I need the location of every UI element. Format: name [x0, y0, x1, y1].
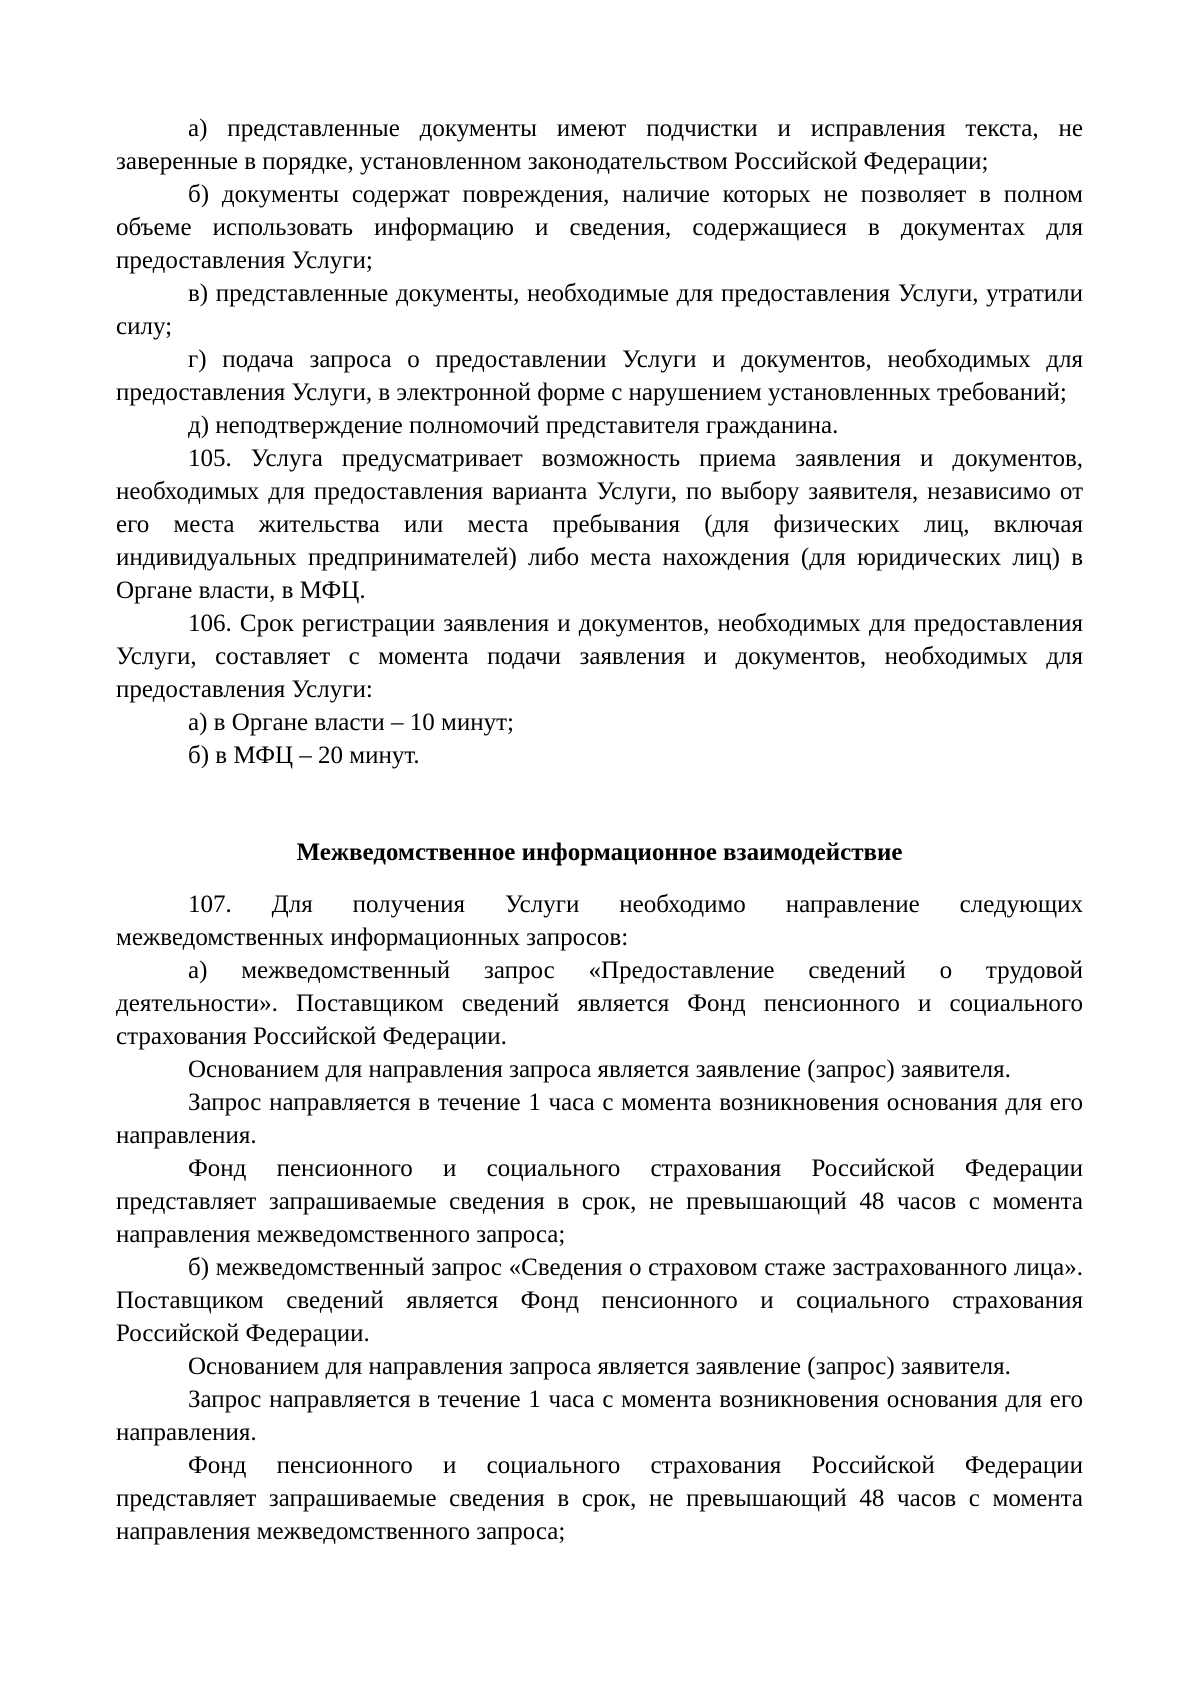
clause-g-electronic: г) подача запроса о предоставлении Услуги и документов, необходимых для предоставления Услуги, в электронной форме с нарушением установленных требований;	[116, 346, 1083, 406]
request-b-insurance: б) межведомственный запрос «Сведения о страховом стаже застрахованного лица». Поставщиком сведений является Фонд пенсионного и социального страхования Российской Федерации.	[116, 1254, 1083, 1347]
request-a-basis: Основанием для направления запроса является заявление (запрос) заявителя.	[188, 1056, 1011, 1083]
request-a-timing: Запрос направляется в течение 1 часа с момента возникновения основания для его направления.	[116, 1089, 1083, 1149]
registration-term-authority: а) в Органе власти – 10 минут;	[188, 709, 515, 736]
clause-v-expired: в) представленные документы, необходимые для предоставления Услуги, утратили силу;	[116, 280, 1083, 340]
request-b-response: Фонд пенсионного и социального страхования Российской Федерации представляет запрашиваемые сведения в срок, не превышающий 48 часов с момента направления межведомственного запроса;	[116, 1452, 1083, 1545]
clause-b-damage: б) документы содержат повреждения, наличие которых не позволяет в полном объеме использовать информацию и сведения, содержащиеся в документах для предоставления Услуги;	[116, 181, 1083, 274]
paragraph-107: 107. Для получения Услуги необходимо направление следующих межведомственных информационных запросов:	[116, 891, 1083, 951]
clause-d-authority: д) неподтверждение полномочий представителя гражданина.	[188, 412, 839, 439]
clause-a-corrections: а) представленные документы имеют подчистки и исправления текста, не заверенные в порядке, установленном законодательством Российской Федерации;	[116, 115, 1083, 175]
request-a-response: Фонд пенсионного и социального страхования Российской Федерации представляет запрашиваемые сведения в срок, не превышающий 48 часов с момента направления межведомственного запроса;	[116, 1155, 1083, 1248]
document-page	[116, 112, 1083, 1548]
paragraph-106: 106. Срок регистрации заявления и документов, необходимых для предоставления Услуги, составляет с момента подачи заявления и документов, необходимых для предоставления Услуги:	[116, 610, 1083, 703]
request-b-timing: Запрос направляется в течение 1 часа с момента возникновения основания для его направления.	[116, 1386, 1083, 1446]
paragraph-105: 105. Услуга предусматривает возможность приема заявления и документов, необходимых для предоставления варианта Услуги, по выбору заявителя, независимо от его места жительства или места пребывания (для физических лиц, включая индивидуальных предпринимателей) либо места нахождения (для юридических лиц) в Органе власти, в МФЦ.	[116, 445, 1083, 604]
registration-term-mfc: б) в МФЦ – 20 минут.	[188, 742, 420, 769]
section-heading: Межведомственное информационное взаимодействие	[296, 839, 903, 866]
request-b-basis: Основанием для направления запроса является заявление (запрос) заявителя.	[188, 1353, 1011, 1380]
section-spacer	[116, 772, 1083, 802]
request-a-labor: а) межведомственный запрос «Предоставление сведений о трудовой деятельности». Поставщиком сведений является Фонд пенсионного и социального страхования Российской Федерации.	[116, 957, 1083, 1050]
